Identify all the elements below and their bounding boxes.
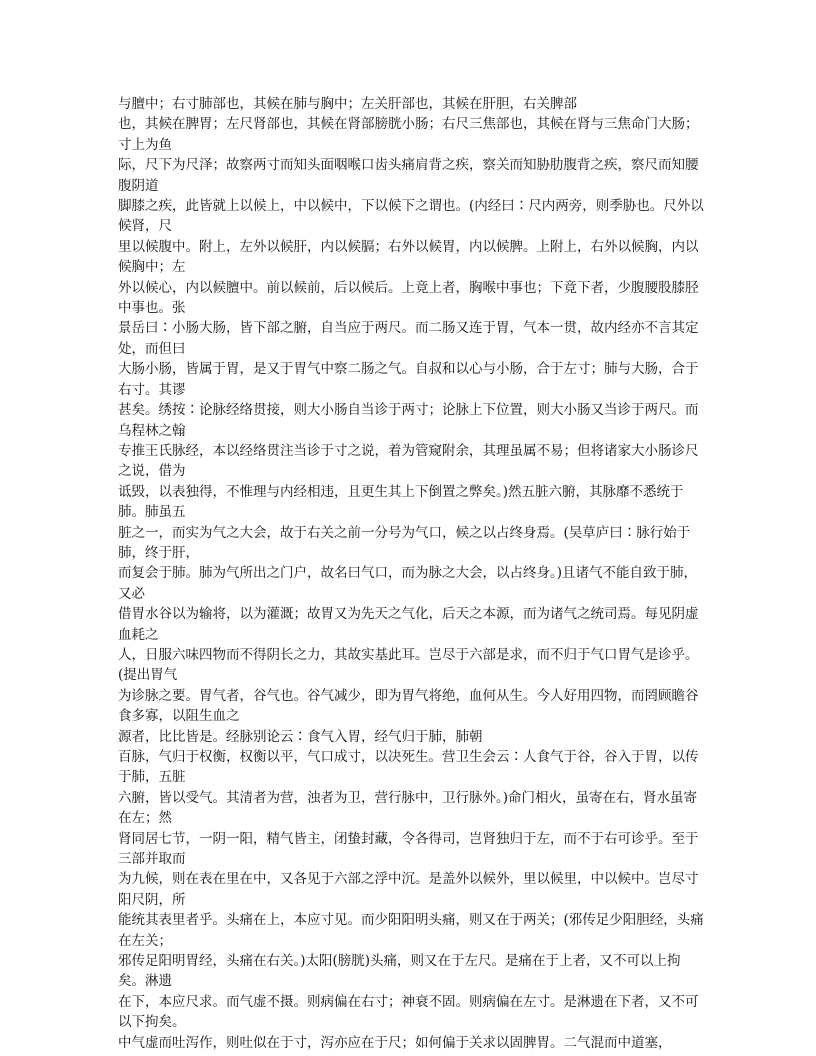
text-line: 中气虚而吐泻作，则吐似在于寸，泻亦应在于尺；如何偏于关求以固脾胃。二气混而中道塞， bbox=[118, 1034, 672, 1051]
text-line: 也，其候在脾胃；左尺肾部也，其候在肾部膀胱小肠；右尺三焦部也，其候在肾与三焦命门大肠；寸上为鱼 bbox=[118, 116, 699, 153]
text-line: 脚膝之疾，此皆就上以候上，中以候中，下以候下之谓也。(内经曰∶尺内两旁，则季胁也。尺外以候肾，尺 bbox=[118, 198, 704, 235]
text-line: 源者，比比皆是。经脉别论云∶食气入胃，经气归于肺，肺朝 bbox=[118, 728, 483, 745]
text-line: 甚矣。绣按∶论脉经络贯接，则大小肠自当诊于两寸；论脉上下位置，则大小肠又当诊于两尺。而乌程林之翰 bbox=[118, 402, 699, 439]
text-line: 外以候心，内以候膻中。前以候前，后以候后。上竟上者，胸喉中事也；下竟下者，少腹腰股膝胫中事也。张 bbox=[118, 279, 699, 317]
text-line: 诋毁，以表独得，不惟理与内经相违，且更生其上下倒置之弊矣。)然五脏六腑，其脉靡不悉统于肺。肺虽五 bbox=[118, 483, 684, 521]
document-page bbox=[118, 94, 704, 1053]
text-line: 与膻中；右寸肺部也，其候在肺与胸中；左关肝部也，其候在肝胆，右关脾部 bbox=[118, 96, 577, 112]
text-line: 借胃水谷以为输将，以为灌溉；故胃又为先天之气化，后天之本源，而为诸气之统司焉。每见阴虚血耗之 bbox=[118, 606, 699, 643]
text-line: 专推王氏脉经，本以经络贯注当诊于寸之说，着为管窥附余，其理虽属不易；但将诸家大小肠诊尺之说，借为 bbox=[118, 442, 699, 480]
text-line: 大肠小肠，皆属于胃，是又于胃气中察二肠之气。自叔和以心与小肠，合于左寸；肺与大肠，合于右寸。其谬 bbox=[118, 361, 699, 398]
text-line: 而复会于肺。肺为气所出之门户，故名曰气口，而为脉之大会，以占终身。)且诸气不能自致于肺，又必 bbox=[118, 565, 698, 602]
text-line: 邪传足阳明胃经，头痛在右关。)太阳(膀胱)头痛，则又在于左尺。是痛在于上者，又不可以上拘矣。淋遗 bbox=[118, 953, 681, 990]
text-line: 人，日服六味四物而不得阴长之力，其故实基此耳。岂尽于六部是求，而不归于气口胃气是诊乎。(提出胃气 bbox=[118, 646, 699, 684]
text-line: 际，尺下为尺泽；故察两寸而知头面咽喉口齿头痛肩背之疾，察关而知胁肋腹背之疾，察尺而知腰腹阴道 bbox=[118, 157, 699, 194]
text-line: 肾同居七节，一阴一阳，精气皆主，闭蛰封藏，令各得司，岂肾独归于左，而不于右可诊乎。至于三部并取而 bbox=[118, 830, 699, 868]
text-line: 脏之一，而实为气之大会，故于右关之前一分号为气口，候之以占终身焉。(吴草庐曰∶脉行始于肺，终于肝， bbox=[118, 524, 691, 561]
text-line: 百脉，气归于权衡，权衡以平，气口成寸，以决死生。营卫生会云∶人食气于谷，谷入于胃，以传于肺，五脏 bbox=[118, 749, 699, 786]
text-line: 能统其表里者乎。头痛在上，本应寸见。而少阳阳明头痛，则又在于两关；(邪传足少阳胆经，头痛在左关； bbox=[118, 912, 704, 949]
text-line: 六腑，皆以受气。其清者为营，浊者为卫，营行脉中，卫行脉外。)命门相火，虽寄在右，肾水虽寄在左；然 bbox=[118, 789, 698, 827]
text-line: 景岳曰∶小肠大肠，皆下部之腑，自当应于两尺。而二肠又连于胃，气本一贯，故内经亦不言其定处，而但曰 bbox=[118, 320, 699, 357]
text-line: 在下，本应尺求。而气虚不摄。则病偏在右寸；神衰不固。则病偏在左寸。是淋遗在下者，又不可以下拘矣。 bbox=[118, 993, 699, 1031]
text-line: 为九候，则在表在里在中，又各见于六部之浮中沉。是盖外以候外，里以候里，中以候中。岂尽寸阳尺阴，所 bbox=[118, 871, 699, 908]
text-line: 里以候腹中。附上，左外以候肝，内以候膈；右外以候胃，内以候脾。上附上，右外以候胸，内以候胸中；左 bbox=[118, 238, 699, 276]
text-line: 为诊脉之要。胃气者，谷气也。谷气减少，即为胃气将绝，血何从生。今人好用四物，而罔顾瞻谷食多寡，以阻生血之 bbox=[118, 687, 699, 725]
